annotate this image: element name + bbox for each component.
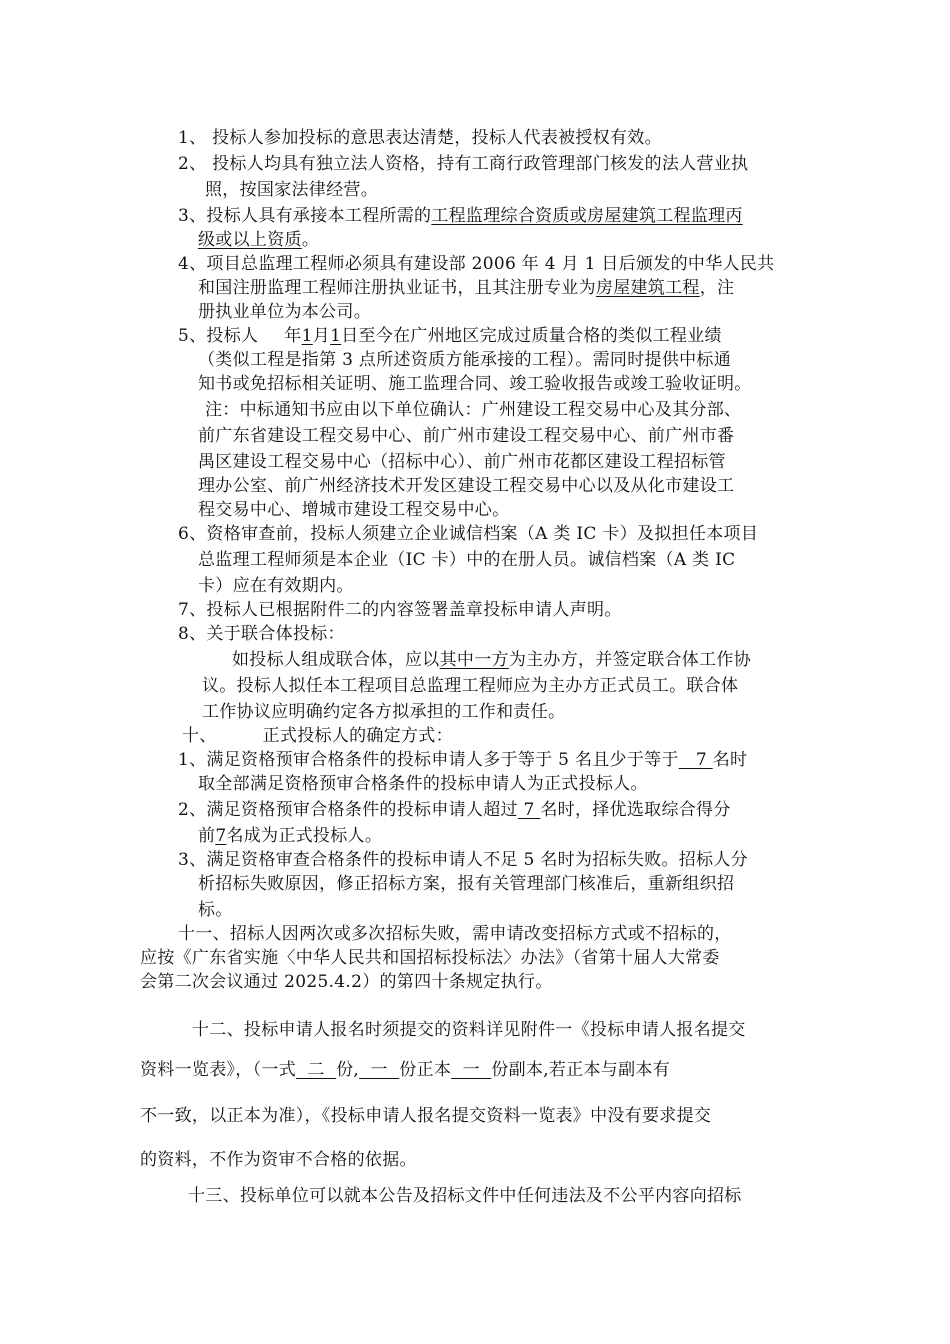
item-5-line-7: 理办公室、前广州经济技术开发区建设工程交易中心以及从化市建设工 xyxy=(198,476,735,496)
section-10-rule-1-line-1: 1、满足资格预审合格条件的投标申请人多于等于 5 名且少于等于 7 名时 xyxy=(178,750,748,770)
section-11-line-2: 应按《广东省实施〈中华人民共和国招标投标法〉办法》（省第十届人大常委 xyxy=(140,948,720,968)
section-12-line-2: 资料一览表》，（一式 二 份, 一 份正本 一 份副本,若正本与副本有 xyxy=(140,1060,671,1080)
section-11-line-3: 会第二次会议通过 2025.4.2）的第四十条规定执行。 xyxy=(140,972,553,992)
item-5-line-5: 前广东省建设工程交易中心、前广州市建设工程交易中心、前广州市番 xyxy=(198,426,735,446)
item-5-note: 注：中标通知书应由以下单位确认：广州建设工程交易中心及其分部、 xyxy=(205,400,742,420)
item-3-line-2: 级或以上资质。 xyxy=(198,230,320,250)
item-3-line-1: 3、投标人具有承接本工程所需的工程监理综合资质或房屋建筑工程监理丙 xyxy=(178,206,743,226)
section-10-rule-3-line-3: 标。 xyxy=(198,900,233,920)
section-10-rule-2-line-1: 2、满足资格预审合格条件的投标申请人超过 7 名时，择优选取综合得分 xyxy=(178,800,731,820)
item-8-line-2: 议。投标人拟任本工程项目总监理工程师应为主办方正式员工。联合体 xyxy=(202,676,739,696)
section-10-rule-2-line-2: 前7名成为正式投标人。 xyxy=(198,826,383,846)
item-8-heading: 8、关于联合体投标： xyxy=(178,624,345,644)
item-1: 1、 投标人参加投标的意思表达清楚，投标人代表被授权有效。 xyxy=(178,128,662,148)
item-6-line-1: 6、资格审查前，投标人须建立企业诚信档案（A 类 IC 卡）及拟担任本项目 xyxy=(178,524,759,544)
item-2-line-1: 2、 投标人均具有独立法人资格，持有工商行政管理部门核发的法人营业执 xyxy=(178,154,749,174)
section-10-rule-1-line-2: 取全部满足资格预审合格条件的投标申请人为正式投标人。 xyxy=(198,774,648,794)
section-12-line-3: 不一致，以正本为准），《投标申请人报名提交资料一览表》中没有要求提交 xyxy=(140,1106,712,1126)
item-2-line-2: 照，按国家法律经营。 xyxy=(205,180,378,200)
item-4-line-1: 4、项目总监理工程师必须具有建设部 2006 年 4 月 1 日后颁发的中华人民共 xyxy=(178,254,775,274)
item-8-line-1: 如投标人组成联合体，应以其中一方为主办方，并签定联合体工作协 xyxy=(232,650,752,670)
item-6-line-3: 卡）应在有效期内。 xyxy=(198,576,354,596)
section-13-line-1: 十三、投标单位可以就本公告及招标文件中任何违法及不公平内容向招标 xyxy=(188,1186,742,1206)
item-6-line-2: 总监理工程师须是本企业（IC 卡）中的在册人员。诚信档案（A 类 IC xyxy=(198,550,736,570)
item-5-line-2: （类似工程是指第 3 点所述资质方能承接的工程）。需同时提供中标通 xyxy=(198,350,732,370)
item-5-line-6: 禺区建设工程交易中心（招标中心）、前广州市花都区建设工程招标管 xyxy=(198,452,726,472)
section-10-heading: 十、 正式投标人的确定方式： xyxy=(182,726,453,746)
qualification-underlined: 工程监理综合资质或房屋建筑工程监理丙 xyxy=(431,206,743,226)
section-10-rule-3-line-1: 3、满足资格审查合格条件的投标申请人不足 5 名时为招标失败。招标人分 xyxy=(178,850,748,870)
section-12-line-1: 十二、投标申请人报名时须提交的资料详见附件一《投标申请人报名提交 xyxy=(192,1020,746,1040)
item-5-line-8: 程交易中心、增城市建设工程交易中心。 xyxy=(198,500,510,520)
section-10-rule-3-line-2: 析招标失败原因，修正招标方案，报有关管理部门核准后，重新组织招 xyxy=(198,874,735,894)
item-5-line-3: 知书或免招标相关证明、施工监理合同、竣工验收报告或竣工验收证明。 xyxy=(198,374,752,394)
section-12-line-4: 的资料，不作为资审不合格的依据。 xyxy=(140,1150,417,1170)
item-7: 7、投标人已根据附件二的内容签署盖章投标申请人声明。 xyxy=(178,600,622,620)
section-11-line-1: 十一、招标人因两次或多次招标失败，需申请改变招标方式或不招标的， xyxy=(178,924,732,944)
item-8-line-3: 工作协议应明确约定各方拟承担的工作和责任。 xyxy=(202,702,566,722)
item-4-line-3: 册执业单位为本公司。 xyxy=(198,302,371,322)
item-5-line-1: 5、投标人 年1月1日至今在广州地区完成过质量合格的类似工程业绩 xyxy=(178,326,722,346)
item-4-line-2: 和国注册监理工程师注册执业证书，且其注册专业为房屋建筑工程，注 xyxy=(198,278,735,298)
